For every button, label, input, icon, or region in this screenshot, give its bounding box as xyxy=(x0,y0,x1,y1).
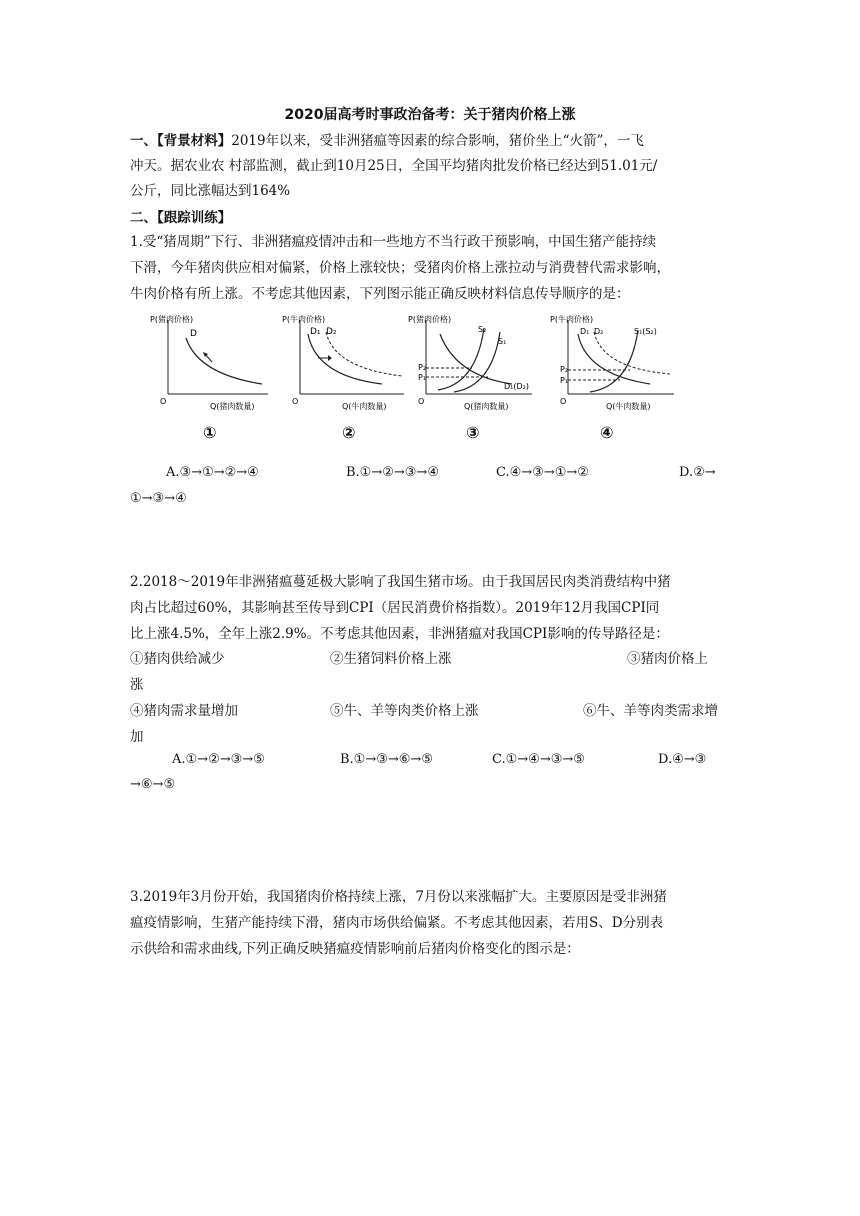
fig1-origin: O xyxy=(160,397,167,406)
fig2-curve-d1 xyxy=(308,334,382,384)
q1-figure-1 xyxy=(150,312,270,416)
fig4-origin: O xyxy=(560,397,567,406)
fig2-origin: O xyxy=(292,397,299,406)
fig3-label-d: D₁(D₂) xyxy=(504,382,529,391)
q2-item-4: ④猪肉需求量增加 xyxy=(130,703,238,719)
q1-figure-2 xyxy=(282,312,412,416)
q1-figure-4 xyxy=(550,312,680,416)
q2-option-c: C.①→④→③→⑤ xyxy=(492,752,585,767)
q2-line-3: 比上涨4.5%，全年上涨2.9%。不考虑其他因素，非洲猪瘟对我国CPI影响的传导路径是： xyxy=(130,626,669,642)
fig4-demand-d1 xyxy=(578,334,650,384)
q2-option-b: B.①→③→⑥→⑤ xyxy=(340,752,433,767)
q2-option-a: A.①→②→③→⑤ xyxy=(172,752,265,767)
q1-figure-3 xyxy=(408,312,538,416)
fig2-ylabel: P(牛肉价格) xyxy=(282,315,326,324)
q2-line-1: 2.2018～2019年非洲猪瘟蔓延极大影响了我国生猪市场。由于我国居民肉类消费结构中猪 xyxy=(130,574,671,590)
background-paragraph-line-2: 冲天。据农业农 村部监测，截止到10月25日，全国平均猪肉批发价格已经达到51.01元/ xyxy=(130,158,658,174)
q2-item-2: ②生猪饲料价格上涨 xyxy=(330,651,452,667)
q2-item-6-continued: 加 xyxy=(130,729,144,745)
fig3-xlabel: Q(猪肉数量) xyxy=(464,402,509,411)
fig4-label-p1: P₁ xyxy=(560,376,569,385)
background-paragraph-line-1 xyxy=(130,129,644,149)
fig3-supply-s2 xyxy=(438,328,484,390)
q3-line-3: 示供给和需求曲线,下列正确反映猪瘟疫情影响前后猪肉价格变化的图示是： xyxy=(130,941,580,957)
fig4-demand-d2 xyxy=(594,332,670,374)
fig2-label-d1: D₁ xyxy=(310,327,321,337)
q2-item-6: ⑥牛、羊等肉类需求增 xyxy=(583,703,718,719)
fig3-label-p2: P₂ xyxy=(418,363,427,372)
q1-figure-2-number: ② xyxy=(342,423,356,442)
q1-figure-1-number: ① xyxy=(203,423,217,442)
fig4-label-d1: D₁ xyxy=(580,327,590,336)
fig3-supply-s1 xyxy=(454,332,500,392)
q1-figure-4-number: ④ xyxy=(600,423,614,442)
page-title: 2020届高考时事政治备考：关于猪肉价格上涨 xyxy=(284,107,576,123)
fig1-curve-label-d: D xyxy=(190,329,197,339)
background-text-1: 2019年以来，受非洲猪瘟等因素的综合影响，猪价坐上“火箭”，一飞 xyxy=(231,133,644,149)
q2-option-d-continued: →⑥→⑤ xyxy=(130,777,176,792)
q3-line-1: 3.2019年3月份开始，我国猪肉价格持续上涨，7月份以来涨幅扩大。主要原因是受非洲猪 xyxy=(130,889,667,905)
q3-line-2: 瘟疫情影响，生猪产能持续下滑，猪肉市场供给偏紧。不考虑其他因素，若用S、D分别表 xyxy=(130,915,664,931)
fig3-label-s2: S₂ xyxy=(478,325,487,334)
fig1-demand-curve xyxy=(186,338,262,384)
section-heading-training: 二、【跟踪训练】 xyxy=(130,210,232,226)
q1-figure-3-number: ③ xyxy=(466,423,480,442)
q1-option-d-continued: ①→③→④ xyxy=(130,491,187,506)
fig2-xlabel: Q(牛肉数量) xyxy=(342,402,387,411)
fig3-origin: O xyxy=(418,397,425,406)
background-paragraph-line-3: 公斤，同比涨幅达到164% xyxy=(130,183,291,199)
fig4-supply-curve xyxy=(590,330,638,392)
fig2-curve-d2 xyxy=(326,332,402,376)
fig1-xlabel: Q(猪肉数量) xyxy=(210,402,255,411)
fig4-xlabel: Q(牛肉数量) xyxy=(606,402,651,411)
section-heading-background: 一、【背景材料】 xyxy=(130,133,232,149)
q2-option-d: D.④→③ xyxy=(658,752,707,767)
q1-option-c: C.④→③→①→② xyxy=(496,465,589,480)
fig2-label-d2: D₂ xyxy=(326,327,337,337)
q1-option-d: D.②→ xyxy=(679,465,716,480)
fig4-label-d2: D₂ xyxy=(594,327,604,336)
fig3-ylabel: P(猪肉价格) xyxy=(408,315,452,324)
fig4-ylabel: P(牛肉价格) xyxy=(550,315,594,324)
q1-option-b: B.①→②→③→④ xyxy=(346,465,439,480)
fig3-label-s1: S₁ xyxy=(498,337,507,346)
q1-option-a: A.③→①→②→④ xyxy=(166,465,259,480)
q1-line-1: 1.受“猪周期”下行、非洲猪瘟疫情冲击和一些地方不当行政干预影响，中国生猪产能持续 xyxy=(130,234,657,250)
q1-line-3: 牛肉价格有所上涨。不考虑其他因素，下列图示能正确反映材料信息传导顺序的是： xyxy=(130,286,630,302)
fig4-label-s: S₁(S₂) xyxy=(634,327,657,336)
q2-item-3-continued: 涨 xyxy=(130,677,144,693)
q2-item-3: ③猪肉价格上 xyxy=(627,651,708,667)
fig1-ylabel: P(猪肉价格) xyxy=(150,315,194,324)
q2-line-2: 肉占比超过60%，其影响甚至传导到CPI（居民消费价格指数）。2019年12月我国CPI同 xyxy=(130,600,660,616)
q1-line-2: 下滑，今年猪肉供应相对偏紧，价格上涨较快；受猪肉价格上涨拉动与消费替代需求影响， xyxy=(130,260,670,276)
q2-item-1: ①猪肉供给减少 xyxy=(130,651,225,667)
fig2-arrow-head xyxy=(328,355,332,361)
fig4-label-p2: P₂ xyxy=(560,365,569,374)
fig3-label-p1: P₁ xyxy=(418,373,427,382)
q2-item-5: ⑤牛、羊等肉类价格上涨 xyxy=(330,703,479,719)
